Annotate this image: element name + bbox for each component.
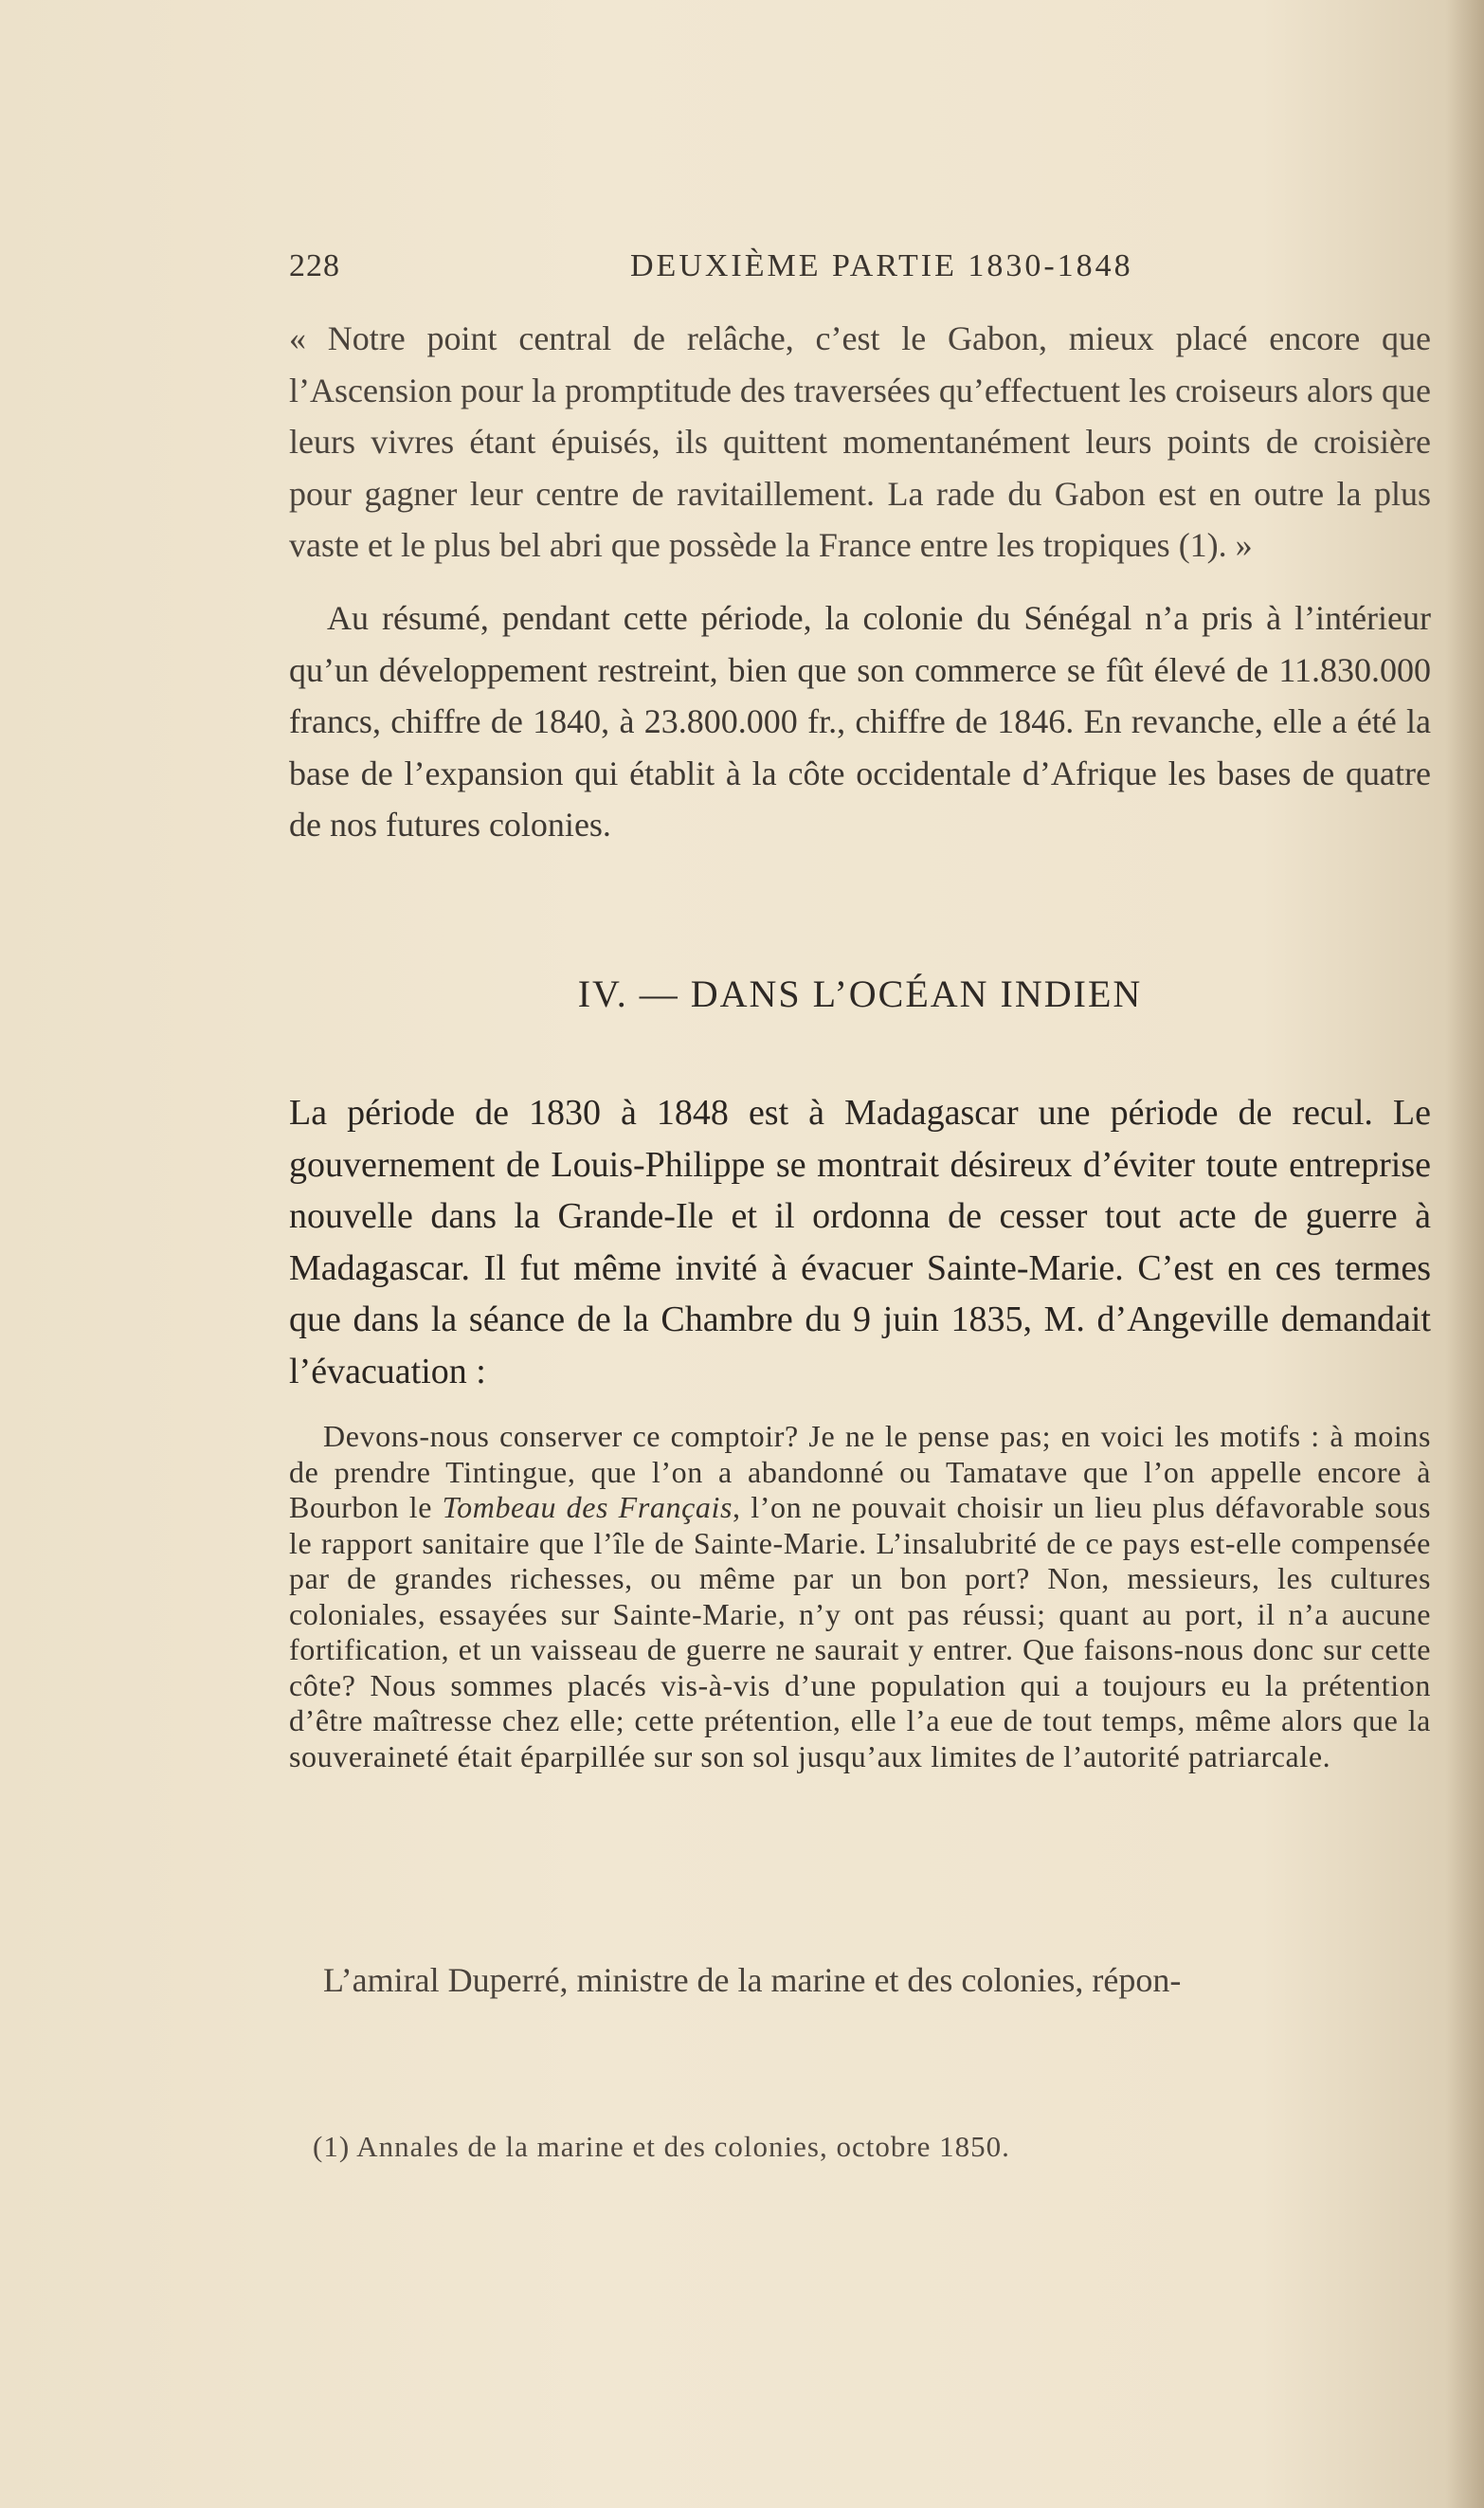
paragraph-duperre: L’amiral Duperré, ministre de la marine et des colonies, répon-	[323, 1961, 1182, 1999]
paragraph-senegal-summary: Au résumé, pendant cette période, la colonie du Sénégal n’a pris à l’intérieur qu’un développement restreint, bien que son commerce se fût élevé de 11.830.000 francs, chiffre de 1840, à 23.800.000 fr., chiffre de 1846. En revanche, elle a été la base de l’expansion qui établit à la côte occidentale d’Afrique les bases de quatre de nos futures colonies.	[289, 599, 1431, 844]
paragraph-madagascar: La période de 1830 à 1848 est à Madagascar une période de recul. Le gouvernement de Louis-Philippe se montrait désireux d’éviter toute entreprise nouvelle dans la Grande-Ile et il ordonna de cesser tout acte de guerre à Madagascar. Il fut même invité à évacuer Sainte-Marie. C’est en ces termes que dans la séance de la Chambre du 9 juin 1835, M. d’Angeville demandait l’évacuation :	[289, 1093, 1431, 1391]
page-header	[289, 248, 1426, 296]
footnote: (1) Annales de la marine et des colonies, octobre 1850.	[313, 2130, 1010, 2163]
block-quote-dangeville	[289, 1419, 1431, 1774]
section-heading: IV. — DANS L’OCÉAN INDIEN	[577, 972, 1143, 1015]
running-title: DEUXIÈME PARTIE 1830-1848	[630, 248, 1133, 283]
quote-text-part2: , l’on ne pouvait choisir un lieu plus défavorable sous le rapport sanitaire que l’île de Sainte-Marie. L’insalubrité de ce pays est-elle compensée par de grandes richesses, ou même par un bon port? Non, messieurs, les cultures coloniales, essayées sur Sainte-Marie, n’y ont pas réussi; quant au port, il n’a aucune fortification, et un vaisseau de guerre ne saurait y entrer. Que faisons-nous donc sur cette côte? Nous sommes placés vis-à-vis d’une population qui a toujours eu la prétention d’être maîtresse chez elle; cette prétention, elle l’a eue de tout temps, même alors que la souveraineté était éparpillée sur son sol jusqu’aux limites de l’autorité patriarcale.	[289, 1490, 1432, 1773]
page-edge-shadow	[1446, 0, 1484, 2508]
paragraph-gabon-quote: « Notre point central de relâche, c’est le Gabon, mieux placé encore que l’Ascension pour la promptitude des traversées qu’effectuent les croiseurs alors que leurs vivres étant épuisés, ils quittent momentanément leurs points de croisière pour gagner leur centre de ravitaillement. La rade du Gabon est en outre la plus vaste et le plus bel abri que possède la France entre les tropiques (1). »	[289, 319, 1431, 564]
page-number: 228	[289, 248, 340, 283]
quote-text-part1: Devons-nous conserver ce comptoir? Je ne le pense pas; en voici les motifs : à moins de prendre Tintingue, que l’on a abandonné ou Tamatave que l’on appelle encore à Bourbon le	[289, 1419, 1431, 1524]
quote-italic-title: Tombeau des Français	[442, 1490, 733, 1524]
